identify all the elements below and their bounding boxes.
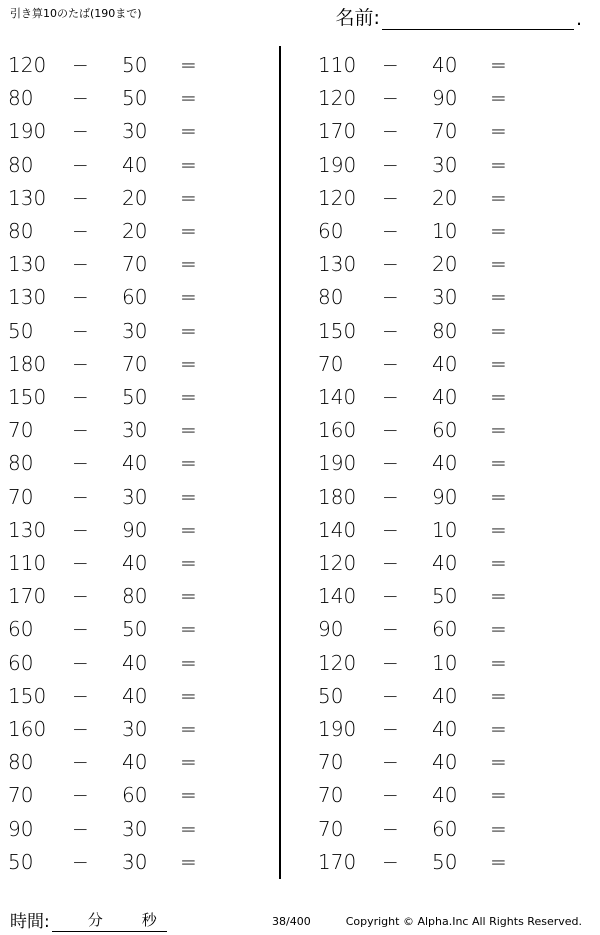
- problem-row: [310, 680, 570, 713]
- problem-row: [0, 414, 260, 447]
- minuend: 80: [8, 451, 34, 476]
- equals-sign: =: [180, 783, 197, 808]
- subtrahend: 50: [432, 584, 458, 609]
- minuend: 110: [8, 551, 47, 575]
- subtrahend: 30: [122, 418, 148, 443]
- equals-sign: =: [490, 617, 507, 642]
- minuend: 160: [8, 717, 47, 741]
- equals-sign: =: [490, 717, 507, 741]
- minuend: 170: [8, 584, 47, 609]
- equals-sign: =: [180, 152, 197, 177]
- equals-sign: =: [490, 53, 507, 77]
- problem-row: [310, 713, 570, 746]
- minus-sign: −: [382, 219, 399, 243]
- minuend: 150: [318, 318, 357, 343]
- minus-sign: −: [382, 119, 399, 144]
- subtrahend: 40: [122, 152, 148, 177]
- minus-sign: −: [72, 849, 89, 874]
- subtrahend: 20: [122, 185, 148, 210]
- problem-row: [0, 547, 260, 580]
- subtrahend: 50: [122, 617, 148, 642]
- problem-row: [310, 481, 570, 514]
- minuend: 120: [318, 650, 357, 675]
- minus-sign: −: [72, 584, 89, 609]
- equals-sign: =: [180, 451, 197, 476]
- subtrahend: 40: [122, 551, 148, 575]
- subtrahend: 30: [122, 318, 148, 343]
- minus-sign: −: [72, 418, 89, 443]
- minuend: 120: [318, 551, 357, 575]
- problem-row: [310, 182, 570, 215]
- minuend: 140: [318, 517, 357, 542]
- minus-sign: −: [382, 285, 399, 310]
- minus-sign: −: [382, 418, 399, 443]
- minus-sign: −: [72, 650, 89, 675]
- equals-sign: =: [490, 252, 507, 277]
- name-input-line[interactable]: [382, 11, 574, 30]
- subtrahend: 30: [122, 119, 148, 144]
- minus-sign: −: [382, 86, 399, 111]
- problem-row: [0, 746, 260, 779]
- subtrahend: 30: [122, 816, 148, 841]
- minuend: 80: [8, 750, 34, 775]
- equals-sign: =: [180, 351, 197, 376]
- problem-row: [310, 248, 570, 281]
- problem-row: [0, 481, 260, 514]
- minuend: 70: [318, 351, 344, 376]
- equals-sign: =: [180, 551, 197, 575]
- subtrahend: 60: [432, 617, 458, 642]
- minus-sign: −: [72, 152, 89, 177]
- equals-sign: =: [180, 750, 197, 775]
- problem-row: [310, 547, 570, 580]
- minus-sign: −: [382, 385, 399, 409]
- problem-row: [310, 514, 570, 547]
- problem-row: [0, 82, 260, 115]
- minuend: 170: [318, 119, 357, 144]
- problem-row: [310, 813, 570, 846]
- subtrahend: 30: [432, 285, 458, 310]
- equals-sign: =: [490, 683, 507, 708]
- minuend: 130: [8, 517, 47, 542]
- subtrahend: 70: [432, 119, 458, 144]
- minus-sign: −: [72, 683, 89, 708]
- minuend: 190: [318, 451, 357, 476]
- minuend: 140: [318, 385, 357, 409]
- minuend: 70: [318, 816, 344, 841]
- equals-sign: =: [180, 86, 197, 111]
- equals-sign: =: [490, 783, 507, 808]
- subtrahend: 50: [122, 385, 148, 409]
- subtrahend: 20: [432, 185, 458, 210]
- minuend: 120: [8, 53, 47, 77]
- problem-row: [0, 447, 260, 480]
- minus-sign: −: [72, 783, 89, 808]
- name-dot: .: [575, 8, 582, 30]
- subtrahend: 20: [432, 252, 458, 277]
- problem-row: [0, 115, 260, 148]
- worksheet-title: 引き算10のたば(190まで): [10, 7, 142, 20]
- minuend: 160: [318, 418, 357, 443]
- problem-row: [310, 315, 570, 348]
- subtrahend: 40: [122, 750, 148, 775]
- subtrahend: 60: [122, 285, 148, 310]
- problem-row: [0, 514, 260, 547]
- minus-sign: −: [382, 584, 399, 609]
- problem-row: [310, 82, 570, 115]
- subtrahend: 60: [432, 418, 458, 443]
- minus-sign: −: [382, 484, 399, 509]
- minus-sign: −: [72, 53, 89, 77]
- subtrahend: 10: [432, 650, 458, 675]
- equals-sign: =: [490, 351, 507, 376]
- minuend: 130: [8, 285, 47, 310]
- minus-sign: −: [72, 252, 89, 277]
- time-input-line[interactable]: [52, 911, 167, 932]
- subtrahend: 90: [432, 484, 458, 509]
- minuend: 70: [8, 783, 34, 808]
- minus-sign: −: [382, 53, 399, 77]
- minus-sign: −: [382, 816, 399, 841]
- equals-sign: =: [490, 584, 507, 609]
- minus-sign: −: [72, 318, 89, 343]
- subtrahend: 70: [122, 252, 148, 277]
- minutes-label: 分: [87, 911, 103, 929]
- subtrahend: 40: [122, 650, 148, 675]
- minuend: 90: [318, 617, 344, 642]
- minuend: 90: [8, 816, 34, 841]
- subtrahend: 40: [432, 53, 458, 77]
- minus-sign: −: [72, 185, 89, 210]
- equals-sign: =: [490, 750, 507, 775]
- minuend: 170: [318, 849, 357, 874]
- equals-sign: =: [180, 185, 197, 210]
- subtrahend: 40: [432, 750, 458, 775]
- equals-sign: =: [180, 418, 197, 443]
- minuend: 80: [8, 152, 34, 177]
- subtrahend: 40: [122, 451, 148, 476]
- problem-row: [310, 580, 570, 613]
- subtrahend: 60: [432, 816, 458, 841]
- name-label: 名前:: [335, 7, 380, 29]
- minuend: 110: [318, 53, 357, 77]
- equals-sign: =: [180, 119, 197, 144]
- problem-row: [310, 746, 570, 779]
- minus-sign: −: [382, 152, 399, 177]
- subtrahend: 40: [432, 451, 458, 476]
- minuend: 150: [8, 683, 47, 708]
- minuend: 130: [8, 252, 47, 277]
- minus-sign: −: [72, 86, 89, 111]
- minuend: 70: [318, 783, 344, 808]
- equals-sign: =: [180, 517, 197, 542]
- minus-sign: −: [382, 551, 399, 575]
- minuend: 80: [318, 285, 344, 310]
- minuend: 130: [318, 252, 357, 277]
- equals-sign: =: [180, 484, 197, 509]
- minus-sign: −: [382, 750, 399, 775]
- subtrahend: 40: [432, 351, 458, 376]
- copyright: Copyright © Alpha.Inc All Rights Reserved.: [345, 915, 582, 928]
- subtrahend: 50: [122, 86, 148, 111]
- minus-sign: −: [72, 285, 89, 310]
- column-divider: [279, 46, 281, 879]
- equals-sign: =: [490, 152, 507, 177]
- problem-row: [0, 613, 260, 646]
- minus-sign: −: [72, 750, 89, 775]
- equals-sign: =: [490, 451, 507, 476]
- minuend: 80: [8, 219, 34, 243]
- minuend: 130: [8, 185, 47, 210]
- subtrahend: 30: [122, 717, 148, 741]
- problem-row: [0, 779, 260, 812]
- minus-sign: −: [72, 451, 89, 476]
- minuend: 150: [8, 385, 47, 409]
- problem-row: [310, 281, 570, 314]
- minuend: 60: [8, 650, 34, 675]
- equals-sign: =: [490, 551, 507, 575]
- equals-sign: =: [490, 385, 507, 409]
- problem-row: [310, 49, 570, 82]
- problem-row: [310, 149, 570, 182]
- minus-sign: −: [72, 219, 89, 243]
- footer: [10, 907, 590, 931]
- subtrahend: 50: [432, 849, 458, 874]
- minus-sign: −: [382, 617, 399, 642]
- problem-row: [0, 182, 260, 215]
- equals-sign: =: [490, 650, 507, 675]
- minuend: 180: [318, 484, 357, 509]
- minuend: 50: [8, 849, 34, 874]
- minuend: 190: [8, 119, 47, 144]
- subtrahend: 10: [432, 517, 458, 542]
- problem-row: [0, 248, 260, 281]
- subtrahend: 90: [432, 86, 458, 111]
- page-number: 38/400: [272, 915, 311, 928]
- minuend: 180: [8, 351, 47, 376]
- subtrahend: 40: [122, 683, 148, 708]
- equals-sign: =: [490, 816, 507, 841]
- minus-sign: −: [72, 484, 89, 509]
- subtrahend: 40: [432, 551, 458, 575]
- minus-sign: −: [72, 119, 89, 144]
- equals-sign: =: [490, 285, 507, 310]
- equals-sign: =: [180, 717, 197, 741]
- minus-sign: −: [382, 451, 399, 476]
- time-label: 時間:: [10, 912, 50, 932]
- minuend: 80: [8, 86, 34, 111]
- minuend: 50: [8, 318, 34, 343]
- seconds-label: 秒: [141, 911, 157, 929]
- problem-row: [0, 381, 260, 414]
- equals-sign: =: [180, 816, 197, 841]
- minus-sign: −: [72, 551, 89, 575]
- subtrahend: 30: [122, 484, 148, 509]
- minus-sign: −: [72, 351, 89, 376]
- problem-row: [0, 846, 260, 879]
- minus-sign: −: [72, 816, 89, 841]
- problem-row: [310, 414, 570, 447]
- subtrahend: 40: [432, 683, 458, 708]
- problem-row: [310, 779, 570, 812]
- subtrahend: 40: [432, 717, 458, 741]
- subtrahend: 30: [432, 152, 458, 177]
- equals-sign: =: [180, 617, 197, 642]
- equals-sign: =: [490, 86, 507, 111]
- minus-sign: −: [382, 783, 399, 808]
- minuend: 140: [318, 584, 357, 609]
- minuend: 70: [8, 418, 34, 443]
- minuend: 70: [8, 484, 34, 509]
- problem-row: [0, 680, 260, 713]
- problem-row: [310, 846, 570, 879]
- equals-sign: =: [180, 385, 197, 409]
- equals-sign: =: [490, 185, 507, 210]
- problem-row: [0, 580, 260, 613]
- equals-sign: =: [490, 119, 507, 144]
- minus-sign: −: [382, 517, 399, 542]
- subtrahend: 50: [122, 53, 148, 77]
- minuend: 60: [318, 219, 344, 243]
- subtrahend: 30: [122, 849, 148, 874]
- equals-sign: =: [490, 849, 507, 874]
- equals-sign: =: [180, 53, 197, 77]
- problem-row: [310, 381, 570, 414]
- equals-sign: =: [180, 683, 197, 708]
- subtrahend: 80: [122, 584, 148, 609]
- problem-row: [0, 315, 260, 348]
- minus-sign: −: [72, 385, 89, 409]
- minus-sign: −: [382, 185, 399, 210]
- minus-sign: −: [72, 617, 89, 642]
- problem-row: [310, 613, 570, 646]
- equals-sign: =: [490, 219, 507, 243]
- minus-sign: −: [382, 351, 399, 376]
- minus-sign: −: [382, 849, 399, 874]
- subtrahend: 80: [432, 318, 458, 343]
- equals-sign: =: [180, 849, 197, 874]
- equals-sign: =: [180, 285, 197, 310]
- equals-sign: =: [180, 650, 197, 675]
- minus-sign: −: [382, 683, 399, 708]
- problem-row: [310, 115, 570, 148]
- problem-row: [0, 647, 260, 680]
- minuend: 120: [318, 185, 357, 210]
- minus-sign: −: [72, 517, 89, 542]
- equals-sign: =: [180, 584, 197, 609]
- minuend: 190: [318, 152, 357, 177]
- minuend: 50: [318, 683, 344, 708]
- equals-sign: =: [490, 418, 507, 443]
- equals-sign: =: [490, 484, 507, 509]
- subtrahend: 90: [122, 517, 148, 542]
- problem-row: [310, 215, 570, 248]
- name-field: [336, 6, 582, 30]
- equals-sign: =: [490, 517, 507, 542]
- problem-row: [310, 348, 570, 381]
- equals-sign: =: [180, 318, 197, 343]
- equals-sign: =: [490, 318, 507, 343]
- subtrahend: 70: [122, 351, 148, 376]
- problem-row: [310, 447, 570, 480]
- minus-sign: −: [72, 717, 89, 741]
- problem-row: [0, 713, 260, 746]
- subtrahend: 40: [432, 385, 458, 409]
- time-field: [10, 907, 167, 932]
- equals-sign: =: [180, 252, 197, 277]
- minuend: 70: [318, 750, 344, 775]
- problem-row: [0, 813, 260, 846]
- minuend: 190: [318, 717, 357, 741]
- problem-row: [0, 215, 260, 248]
- problem-row: [0, 49, 260, 82]
- subtrahend: 40: [432, 783, 458, 808]
- problem-row: [0, 348, 260, 381]
- equals-sign: =: [180, 219, 197, 243]
- minuend: 60: [8, 617, 34, 642]
- problem-row: [310, 647, 570, 680]
- minus-sign: −: [382, 650, 399, 675]
- problem-row: [0, 149, 260, 182]
- subtrahend: 20: [122, 219, 148, 243]
- minus-sign: −: [382, 318, 399, 343]
- minus-sign: −: [382, 252, 399, 277]
- problem-row: [0, 281, 260, 314]
- subtrahend: 10: [432, 219, 458, 243]
- minus-sign: −: [382, 717, 399, 741]
- minuend: 120: [318, 86, 357, 111]
- subtrahend: 60: [122, 783, 148, 808]
